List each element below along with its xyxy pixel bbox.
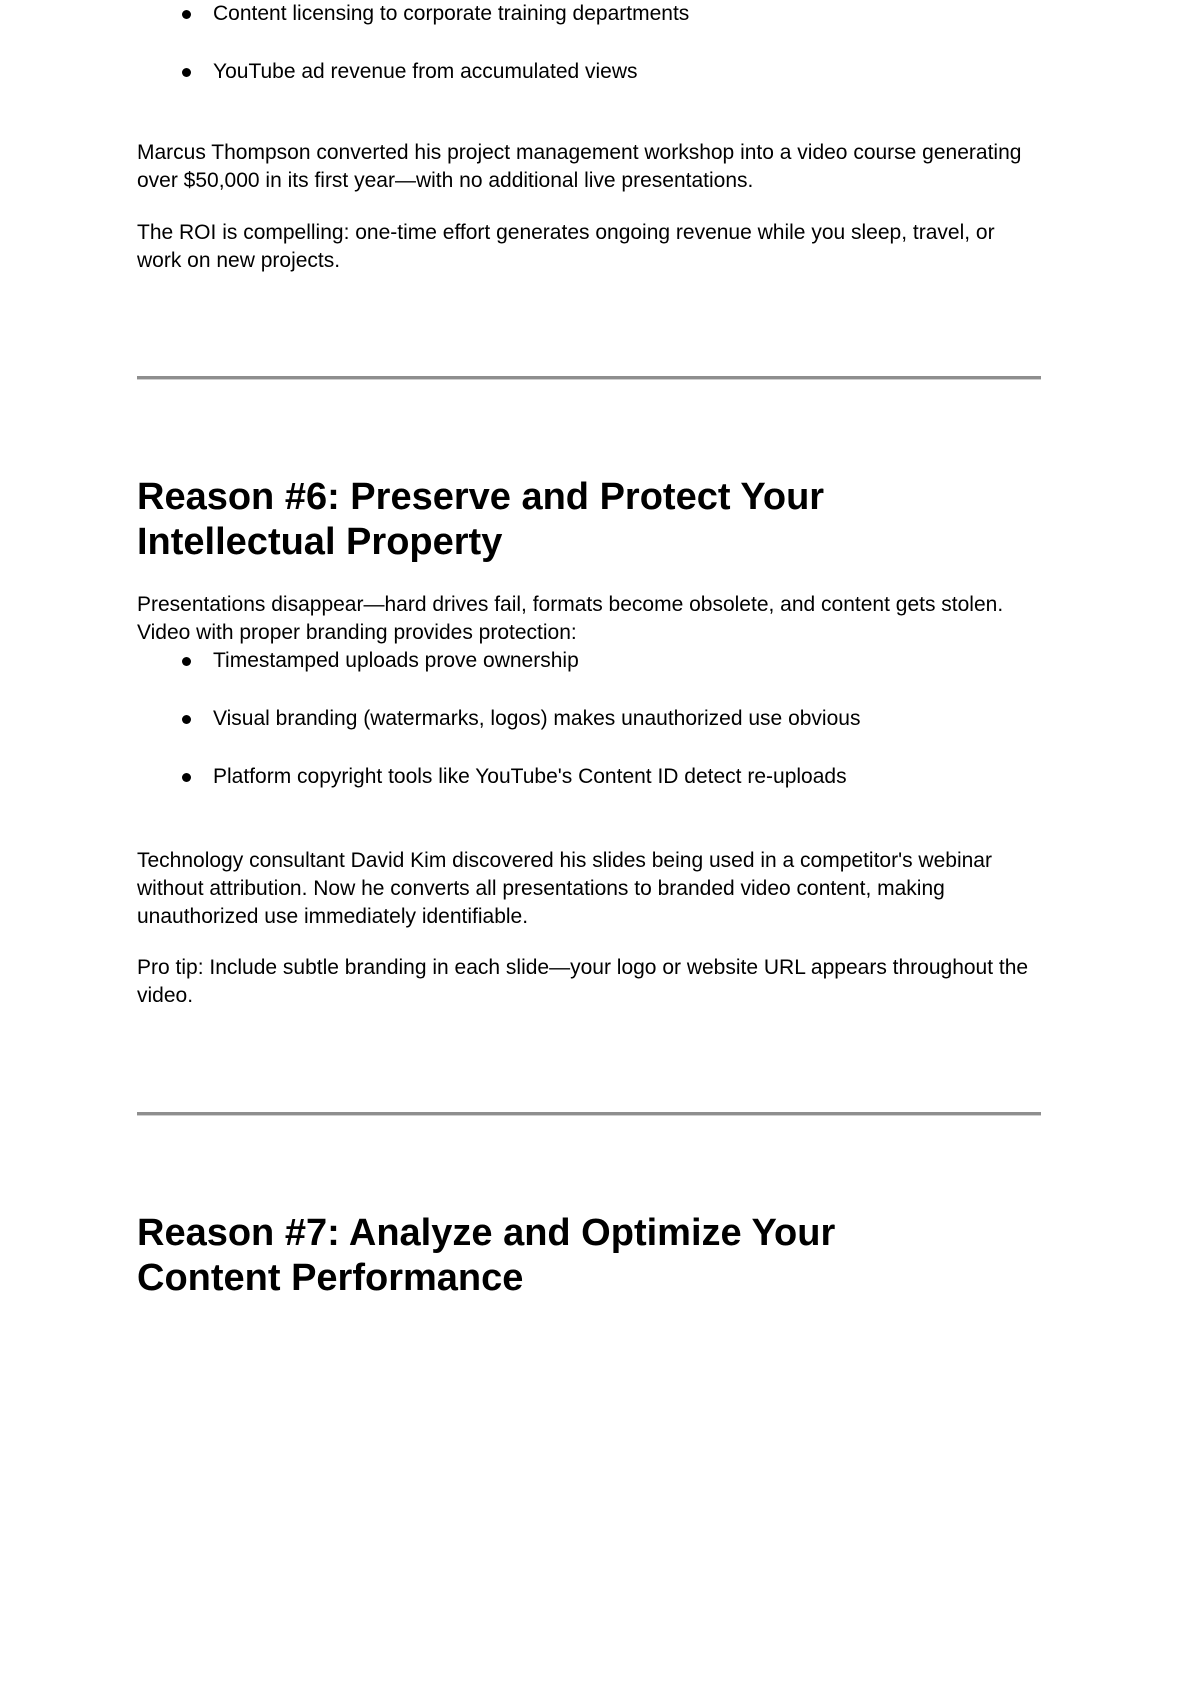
- list-item: [213, 763, 1041, 791]
- list-item: [213, 647, 1041, 675]
- horizontal-rule: [137, 376, 1041, 379]
- section7-heading: Reason #7: Analyze and Optimize Your Content Performance: [137, 1212, 836, 1299]
- list-item-text: YouTube ad revenue from accumulated views: [213, 60, 638, 83]
- list-item-text: Timestamped uploads prove ownership: [213, 649, 579, 672]
- paragraph-roi: The ROI is compelling: one-time effort generates ongoing revenue while you sleep, travel, or work on new projects.: [137, 221, 995, 272]
- protection-bullet-list: [137, 647, 1041, 791]
- bullet-icon: [182, 773, 191, 782]
- bullet-icon: [182, 68, 191, 77]
- list-item: [213, 705, 1041, 733]
- section6-heading: Reason #6: Preserve and Protect Your Intellectual Property: [137, 476, 825, 563]
- paragraph-pro-tip: Pro tip: Include subtle branding in each slide—your logo or website URL appears throughout the video.: [137, 956, 1029, 1007]
- paragraph-marcus-example: Marcus Thompson converted his project management workshop into a video course generating over $50,000 in its first year—with no additional live presentations.: [137, 141, 1022, 192]
- list-item-text: Content licensing to corporate training departments: [213, 2, 690, 25]
- bullet-icon: [182, 657, 191, 666]
- list-item-text: Visual branding (watermarks, logos) makes unauthorized use obvious: [213, 707, 861, 730]
- list-item-text: Platform copyright tools like YouTube's Content ID detect re-uploads: [213, 765, 847, 788]
- bullet-icon: [182, 10, 191, 19]
- list-item: [213, 0, 1041, 28]
- section6-intro-paragraph: Presentations disappear—hard drives fail, formats become obsolete, and content gets stolen. Video with proper branding provides protection:: [137, 593, 1004, 644]
- list-item: [213, 58, 1041, 86]
- revenue-bullet-list: [137, 0, 1041, 86]
- horizontal-rule: [137, 1112, 1041, 1115]
- paragraph-david-example: Technology consultant David Kim discovered his slides being used in a competitor's webinar without attribution. Now he converts all presentations to branded video content, making unauthorized use immediately identifiable.: [137, 849, 992, 928]
- bullet-icon: [182, 715, 191, 724]
